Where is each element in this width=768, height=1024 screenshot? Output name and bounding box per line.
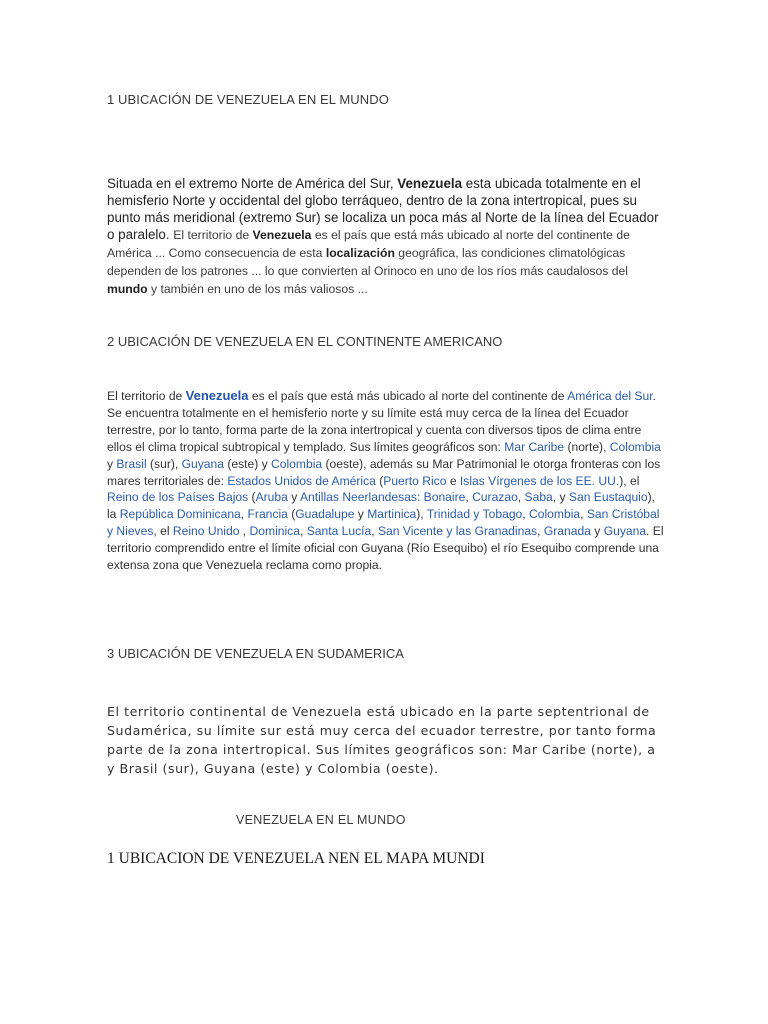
section-1-paragraph: Situada en el extremo Norte de América del Sur, Venezuela esta ubicada totalmente en el hemisferio Norte y occidental del globo terráqueo, dentro de la zona intertropical, pues su punto más meridional (extremo Sur) se localiza un poca más al Norte de la línea del Ecuador o paralelo. El territorio de Venezuela es el país que está más ubicado al norte del continente de América ... Como consecuencia de esta localización geográfica, las condiciones climatológicas dependen de los patrones ... lo que convierten al Orinoco en uno de los ríos más caudalosos del mundo y también en uno de los más valiosos ... xyxy=(107,176,659,296)
section-2-paragraph: El territorio de Venezuela es el país que está más ubicado al norte del continente de América del Sur. Se encuentra totalmente en el hemisferio norte y su límite está muy cerca de la línea del Ecuador terrestre, por lo tanto, forma parte de la zona intertropical y cuenta con diversos tipos de clima entre ellos el clima tropical subtropical y templado. Sus límites geográficos son: Mar Caribe (norte), Colombia y Brasil (sur), Guyana (este) y Colombia (oeste), además su Mar Patrimonial le otorga fronteras con los mares territoriales de: Estados Unidos de América (Puerto Rico e Islas Vírgenes de los EE. UU.), el Reino de los Países Bajos (Aruba y Antillas Neerlandesas: Bonaire, Curazao, Saba, y San Eustaquio), la República Dominicana, Francia (Guadalupe y Martinica), Trinidad y Tobago, Colombia, San Cristóbal y Nieves, el Reino Unido , Dominica, Santa Lucía, San Vicente y las Granadinas, Granada y Guyana. El territorio comprendido entre el límite oficial con Guyana (Río Esequibo) el río Esequibo comprende una extensa zona que Venezuela reclama como propia. xyxy=(107,388,664,573)
link-islas-virgenes[interactable]: Islas Vírgenes de los EE. UU. xyxy=(459,473,620,488)
link-republica-dominicana[interactable]: República Dominicana xyxy=(119,507,241,522)
link-trinidad-tobago[interactable]: Trinidad y Tobago xyxy=(426,507,523,522)
section-3-heading: 3 UBICACIÓN DE VENEZUELA EN SUDAMERICA xyxy=(107,646,404,661)
link-reino-unido[interactable]: Reino Unido xyxy=(172,524,240,539)
link-san-eustaquio[interactable]: San Eustaquio xyxy=(568,490,648,505)
section-3-paragraph: El territorio continental de Venezuela está ubicado en la parte septentrional de Sudamérica, su límite sur está muy cerca del ecuador terrestre, por tanto forma parte de la zona intertropical. Sus límites geográficos son: Mar Caribe (norte), a y Brasil (sur), Guyana (este) y Colombia (oeste). xyxy=(107,704,657,776)
section-1-heading: 1 UBICACIÓN DE VENEZUELA EN EL MUNDO xyxy=(107,92,389,107)
link-dominica[interactable]: Dominica xyxy=(249,524,300,539)
link-san-cristobal-nieves[interactable]: San Cristóbal y Nieves xyxy=(107,507,660,539)
link-francia[interactable]: Francia xyxy=(247,507,288,522)
link-granada[interactable]: Granada xyxy=(543,524,591,539)
link-curazao[interactable]: Curazao xyxy=(472,490,518,505)
link-colombia[interactable]: Colombia xyxy=(271,456,323,471)
link-reino-paises-bajos[interactable]: Reino de los Países Bajos xyxy=(107,490,249,505)
link-colombia[interactable]: Colombia xyxy=(529,507,581,522)
link-mar-caribe[interactable]: Mar Caribe xyxy=(504,439,565,454)
link-saba[interactable]: Saba xyxy=(524,490,553,505)
link-guyana[interactable]: Guyana xyxy=(603,524,647,539)
link-antillas-bonaire[interactable]: Antillas Neerlandesas: Bonaire xyxy=(299,490,466,505)
link-puerto-rico[interactable]: Puerto Rico xyxy=(383,473,447,488)
link-america-del-sur[interactable]: América del Sur xyxy=(567,389,653,403)
link-aruba[interactable]: Aruba xyxy=(255,490,288,505)
link-estados-unidos[interactable]: Estados Unidos de América xyxy=(227,473,376,488)
link-colombia[interactable]: Colombia xyxy=(609,439,661,454)
link-santa-lucia[interactable]: Santa Lucía xyxy=(306,524,372,539)
section-2-heading: 2 UBICACIÓN DE VENEZUELA EN EL CONTINENTE AMERICANO xyxy=(107,334,503,349)
section-4-heading: 1 UBICACION DE VENEZUELA NEN EL MAPA MUNDI xyxy=(107,850,485,867)
link-guadalupe[interactable]: Guadalupe xyxy=(295,507,355,522)
center-heading: VENEZUELA EN EL MUNDO xyxy=(236,813,406,827)
link-brasil[interactable]: Brasil xyxy=(116,456,147,471)
link-guyana[interactable]: Guyana xyxy=(181,456,224,471)
link-martinica[interactable]: Martinica xyxy=(367,507,417,522)
link-san-vicente-granadinas[interactable]: San Vicente y las Granadinas xyxy=(377,524,538,539)
